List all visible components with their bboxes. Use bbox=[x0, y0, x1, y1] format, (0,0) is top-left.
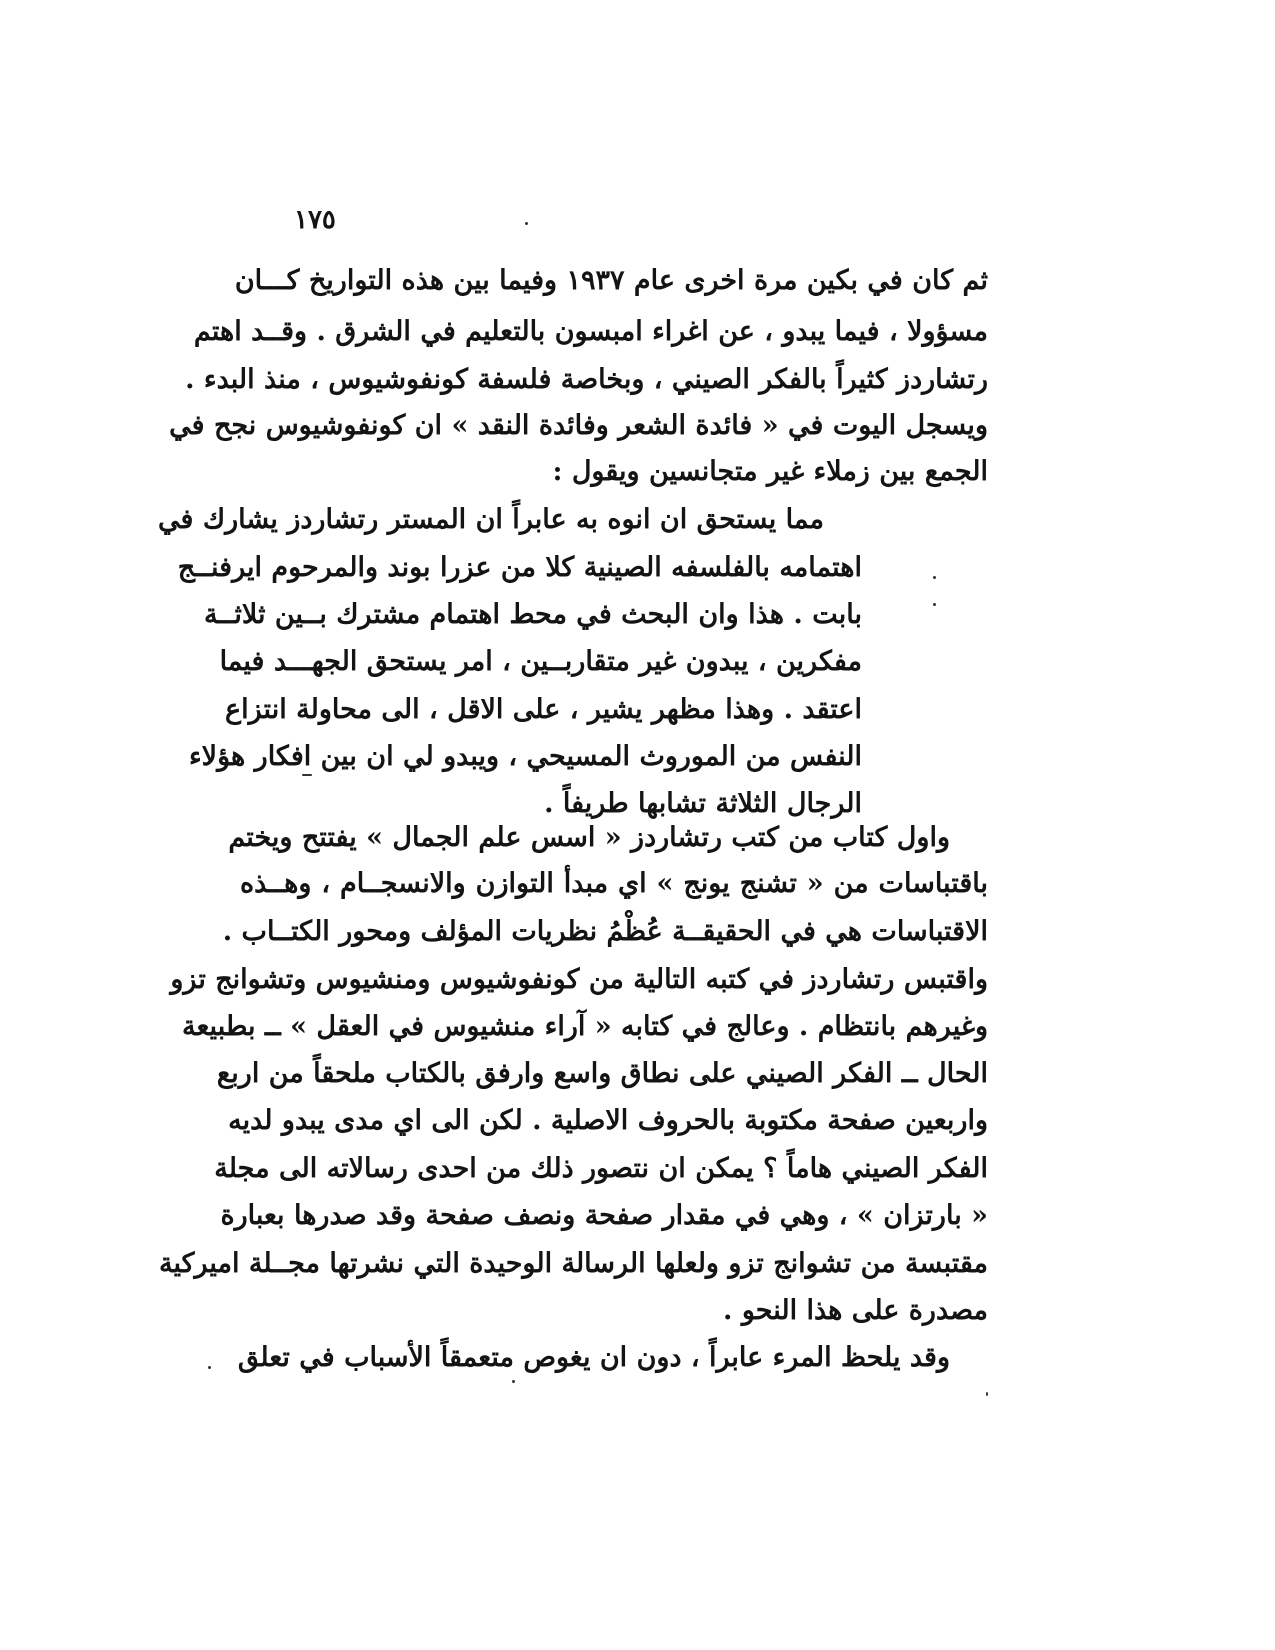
text-line: واول كتاب من كتب رتشاردز « اسس علم الجمال » يفتتح ويختم bbox=[228, 822, 950, 853]
text-line: الحال ــ الفكر الصيني على نطاق واسع وارفق بالكتاب ملحقاً من اربع bbox=[216, 1058, 988, 1089]
text-line: الفكر الصيني هاماً ؟ يمكن ان نتصور ذلك من احدى رسالاته الى مجلة bbox=[214, 1153, 988, 1184]
text-line: الاقتباسات هي في الحقيقــة عُظْمُ نظريات المؤلف ومحور الكتــاب . bbox=[222, 916, 988, 947]
quote-line: الرجال الثلاثة تشابها طريفاً . bbox=[544, 788, 862, 819]
text-line: مقتبسة من تشوانج تزو ولعلها الرسالة الوحيدة التي نشرتها مجــلة اميركية bbox=[158, 1248, 988, 1279]
text-line: وغيرهم بانتظام . وعالج في كتابه « آراء منشيوس في العقل » ــ بطبيعة bbox=[182, 1011, 988, 1042]
text-line: واربعين صفحة مكتوبة بالحروف الاصلية . لكن الى اي مدى يبدو لديه bbox=[228, 1105, 988, 1136]
scan-speck bbox=[986, 1392, 988, 1396]
quote-line: اهتمامه بالفلسفه الصينية كلا من عزرا بوند والمرحوم ايرفنــج bbox=[177, 552, 862, 583]
quote-line: النفس من الموروث المسيحي ، ويبدو لي ان بين افكار هؤلاء bbox=[188, 741, 862, 772]
text-line: مصدرة على هذا النحو . bbox=[723, 1295, 988, 1326]
text-line: وقد يلحظ المرء عابراً ، دون ان يغوص متعمقاً الأسباب في تعلق bbox=[237, 1342, 950, 1373]
scan-speck bbox=[208, 1366, 211, 1369]
text-line: الجمع بين زملاء غير متجانسين ويقول : bbox=[552, 456, 988, 487]
quote-line: اعتقد . وهذا مظهر يشير ، على الاقل ، الى محاولة انتزاع bbox=[225, 694, 862, 725]
scan-speck bbox=[525, 222, 528, 225]
quote-line: مما يستحق ان انوه به عابراً ان المستر رتشاردز يشارك في bbox=[158, 504, 824, 535]
quote-line: بابت . هذا وان البحث في محط اهتمام مشترك بــين ثلاثــة bbox=[204, 599, 862, 630]
text-line: رتشاردز كثيراً بالفكر الصيني ، وبخاصة فلسفة كونفوشيوس ، منذ البدء . bbox=[185, 364, 988, 395]
text-line: واقتبس رتشاردز في كتبه التالية من كونفوشيوس ومنشيوس وتشوانج تزو bbox=[170, 964, 988, 995]
scan-speck bbox=[933, 576, 936, 579]
text-line: « بارتزان » ، وهي في مقدار صفحة ونصف صفحة وقد صدرها بعبارة bbox=[220, 1200, 988, 1231]
text-line: ويسجل اليوت في « فائدة الشعر وفائدة النقد » ان كونفوشيوس نجح في bbox=[169, 410, 988, 441]
text-line: باقتباسات من « تشنج يونج » اي مبدأ التوازن والانسجــام ، وهــذه bbox=[240, 868, 988, 899]
quote-line: مفكرين ، يبدون غير متقاربــين ، امر يستحق الجهـــد فيما bbox=[219, 646, 862, 677]
page-number: ١٧٥ bbox=[294, 205, 336, 235]
scan-speck bbox=[302, 774, 312, 776]
text-line: ثم كان في بكين مرة اخرى عام ١٩٣٧ وفيما بين هذه التواريخ كـــان bbox=[234, 265, 988, 296]
scan-speck bbox=[512, 1380, 515, 1383]
text-line: مسؤولا ، فيما يبدو ، عن اغراء امبسون بالتعليم في الشرق . وقــد اهتم bbox=[193, 316, 988, 347]
scan-speck bbox=[933, 603, 936, 606]
